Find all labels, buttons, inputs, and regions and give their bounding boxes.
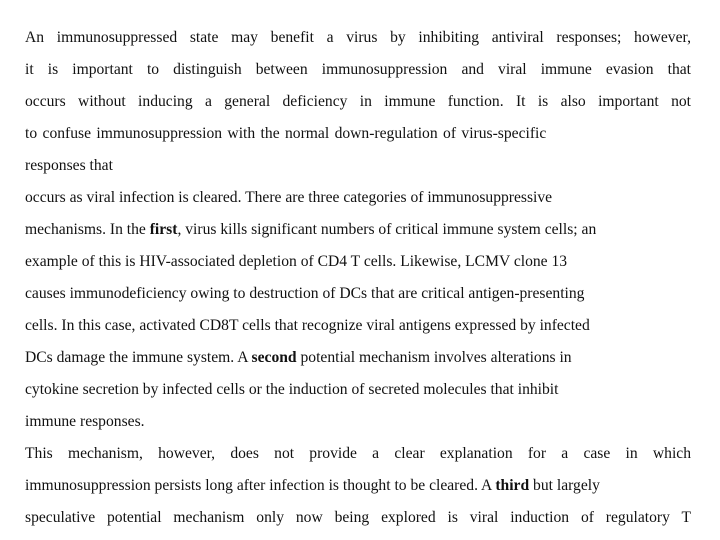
text-line: occurs without inducing a general deficiency in immune function. It is also important not [25,93,691,110]
text-line: causes immunodeficiency owing to destruction of DCs that are critical antigen-presenting [25,285,585,302]
text-line: cells. In this case, activated CD8T cells that recognize viral antigens expressed by infected [25,317,590,334]
text-line: cytokine secretion by infected cells or the induction of secreted molecules that inhibit [25,381,559,398]
text-line [25,349,572,367]
text-segment: , virus kills significant numbers of critical immune system cells; an [177,221,597,238]
text-line: occurs as viral infection is cleared. There are three categories of immunosuppressive [25,189,553,206]
text-line: it is important to distinguish between immunosuppression and viral immune evasion that [25,61,691,78]
text-segment: immunosuppression persists long after infection is thought to be cleared. A [25,477,496,494]
text-line: to confuse immunosuppression with the normal down-regulation of virus-specific [25,125,547,142]
text-segment: but largely [529,477,600,494]
text-segment: potential mechanism involves alterations in [296,349,572,366]
emphasis-second: second [251,349,297,366]
text-line [25,477,600,495]
text-line: responses that [25,157,113,174]
text-line: example of this is HIV-associated depletion of CD4 T cells. Likewise, LCMV clone 13 [25,253,568,270]
text-line: immune responses. [25,413,145,430]
text-line [25,221,596,239]
emphasis-first: first [149,221,178,238]
text-line: speculative potential mechanism only now being explored is viral induction of regulatory T [25,509,691,526]
text-line: This mechanism, however, does not provide a clear explanation for a case in which [25,445,691,462]
text-segment: mechanisms. In the [25,221,150,238]
text-segment: DCs damage the immune system. A [25,349,252,366]
emphasis-third: third [495,477,530,494]
text-line: An immunosuppressed state may benefit a virus by inhibiting antiviral responses; however, [25,29,691,46]
